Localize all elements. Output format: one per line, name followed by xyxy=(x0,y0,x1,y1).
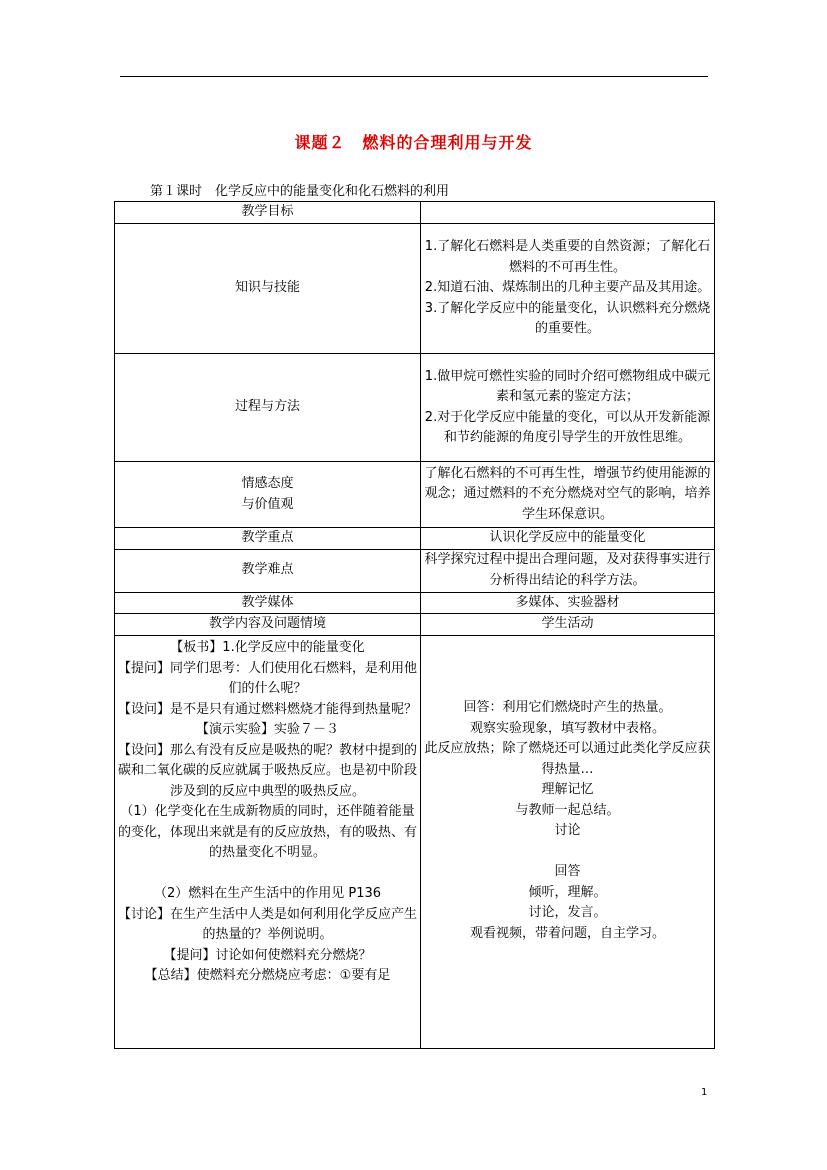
row-content: 认识化学反应中的能量变化 xyxy=(421,528,715,550)
teaching-line: 【总结】使燃料充分燃烧应考虑：①要有足 xyxy=(144,968,391,983)
lesson-subtitle: 第１课时 化学反应中的能量变化和化石燃料的利用 xyxy=(150,184,450,199)
lesson-title: 课题２ 燃料的合理利用与开发 xyxy=(294,133,533,152)
row-label-line: 与价值观 xyxy=(241,496,294,512)
objectives-header: 教学目标 xyxy=(115,202,421,224)
row-content xyxy=(421,224,715,354)
activity-header: 学生活动 xyxy=(421,614,715,636)
teaching-row xyxy=(115,636,715,1049)
teaching-line: （2）燃料在生产生活中的作用见 P136 xyxy=(153,886,382,901)
teaching-line xyxy=(118,864,417,885)
teaching-line: （1）化学变化在生成新物质的同时，还伴随着能量的变化，体现出来就是有的反应放热，有的吸热、有的热量变化不明显。 xyxy=(118,804,418,860)
row-difficulty xyxy=(115,549,715,592)
activity-line: 回答 xyxy=(554,864,581,879)
header-rule xyxy=(120,76,708,77)
row-label-line: 情感态度 xyxy=(241,476,294,491)
lesson-plan-table xyxy=(114,201,715,1049)
student-activities xyxy=(421,636,715,1049)
row-label xyxy=(115,462,421,528)
activity-line xyxy=(424,842,711,863)
activity-line: 观察实验现象，填写教材中表格。 xyxy=(469,720,665,736)
row-content-line: 1.了解化石燃料是人类重要的自然资源；了解化石燃料的不可再生性。 xyxy=(424,239,711,275)
activity-line: 理解记忆 xyxy=(541,782,594,797)
teaching-line: 【提问】同学们思考：人们使用化石燃料，是利用他们的什么呢？ xyxy=(118,660,418,696)
objectives-header-row xyxy=(115,202,715,224)
row-label: 知识与技能 xyxy=(115,224,421,354)
teaching-content xyxy=(115,636,421,1049)
row-content-line: 2.对于化学反应中能量的变化，可以从开发新能源和节约能源的角度引导学生的开放性思维。 xyxy=(424,409,711,445)
row-content: 科学探究过程中提出合理问题，及对获得事实进行分析得出结论的科学方法。 xyxy=(421,549,715,592)
row-label: 教学重点 xyxy=(115,528,421,550)
row-attitude xyxy=(115,462,715,528)
teaching-line: 【讨论】在生产生活中人类是如何利用化学反应产生的热量的？举例说明。 xyxy=(118,906,418,942)
activity-line: 观看视频，带着问题，自主学习。 xyxy=(469,925,665,941)
row-content: 了解化石燃料的不可再生性，增强节约使用能源的观念；通过燃料的不充分燃烧对空气的影响，培养学生环保意识。 xyxy=(421,462,715,528)
content-header: 教学内容及问题情境 xyxy=(115,614,421,636)
activity-line: 讨论 xyxy=(554,823,581,838)
teaching-line: 【设问】是不是只有通过燃料燃烧才能得到热量呢？ xyxy=(118,701,418,717)
activity-line: 回答：利用它们燃烧时产生的热量。 xyxy=(463,700,672,715)
row-content-line: 2.知道石油、煤炼制出的几种主要产品及其用途。 xyxy=(424,280,711,296)
row-content xyxy=(421,354,715,462)
teaching-line: 【演示实验】实验７－３ xyxy=(195,722,339,737)
row-label: 教学难点 xyxy=(115,549,421,592)
row-content-line: 3.了解化学反应中的能量变化，认识燃料充分燃烧的重要性。 xyxy=(424,300,711,337)
activity-line: 倾听，理解。 xyxy=(528,884,607,900)
objectives-header-blank xyxy=(421,202,715,224)
activity-line: 此反应放热；除了燃烧还可以通过此类化学反应获得热量… xyxy=(424,741,711,777)
teaching-line: 【板书】1.化学反应中的能量变化 xyxy=(170,640,365,655)
activity-line: 与教师一起总结。 xyxy=(515,802,620,818)
row-key-point xyxy=(115,528,715,550)
page-number: 1 xyxy=(701,1087,708,1098)
row-content-line: 1.做甲烷可燃性实验的同时介绍可燃物组成中碳元素和氢元素的鉴定方法； xyxy=(424,368,711,404)
teaching-line: 【提问】讨论如何使燃料充分燃烧？ xyxy=(163,947,372,963)
row-media xyxy=(115,592,715,614)
activity-line: 讨论，发言。 xyxy=(528,905,607,920)
row-knowledge xyxy=(115,224,715,354)
row-label: 教学媒体 xyxy=(115,592,421,614)
content-header-row xyxy=(115,614,715,636)
row-label: 过程与方法 xyxy=(115,354,421,462)
row-process xyxy=(115,354,715,462)
teaching-line: 【设问】那么有没有反应是吸热的呢？教材中提到的碳和二氧化碳的反应就属于吸热反应。也是初中阶段涉及到的反应中典型的吸热反应。 xyxy=(118,742,418,799)
row-content: 多媒体、实验器材 xyxy=(421,592,715,614)
